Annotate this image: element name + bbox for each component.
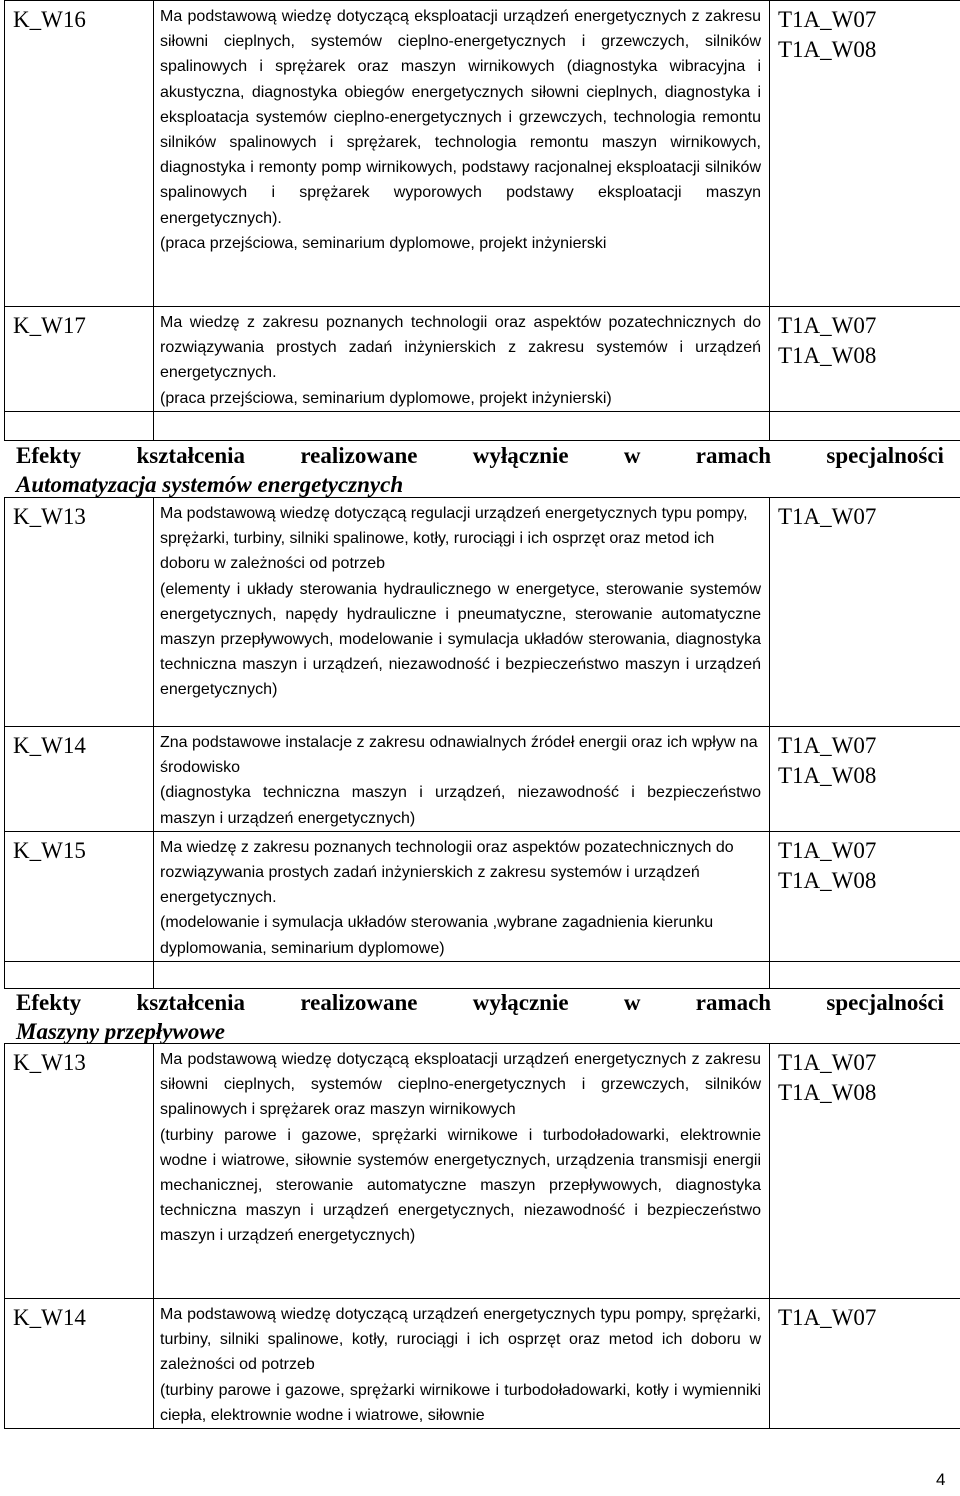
outcome-text: Ma podstawową wiedzę dotyczącą eksploatacji urządzeń energetycznych z zakresu siłowni cieplnych, systemów cieplno-energetycznych i grzewczych, silników spalinowych i sprężarek oraz maszyn wirnikowych (diagnostyka wibracyjna i akustyczna, diagnostyka obiegów energetycznych siłowni cieplnych, diagnostyka i eksploatacja systemów cieplno-energetycznych i grzewczych, technologia remontu silników spalinowych i sprężarek, technologia remontu maszyn wirnikowych, diagnostyka i remonty pomp wirnikowych, podstawy racjonalnej eksploatacji silników spalinowych i sprężarek wyporowych podstawy eksploatacji maszyn energetycznych). xyxy=(160,8,761,227)
outcome-courses: (turbiny parowe i gazowe, sprężarki wirnikowe i turbodoładowarki, elektrownie wodne i wiatrowe, siłownie systemów energetycznych, urządzenia transmisji energii mechanicznej, sterowanie automatyczne maszyn przepływowych, diagnostyka techniczna maszyn i urządzeń energetycznych, niezawodność i bezpieczeństwo maszyn i urządzeń energetycznych) xyxy=(160,1126,761,1245)
outcome-description xyxy=(154,1,770,307)
specialty-name: Automatyzacja systemów energetycznych xyxy=(16,472,404,497)
outcome-description xyxy=(154,307,770,412)
ref-code: T1A_W07 xyxy=(778,504,877,529)
outcome-refs xyxy=(770,307,960,412)
outcomes-table-general xyxy=(4,0,960,441)
outcome-text: Ma podstawową wiedzę dotyczącą regulacji urządzeń energetycznych typu pompy, sprężarki, turbiny, silniki spalinowe, kotły, rurociągi i ich osprzęt oraz metod ich doboru w zależności od potrzeb xyxy=(160,505,748,573)
outcome-description xyxy=(154,1044,770,1299)
table-row-empty xyxy=(5,411,960,440)
outcome-code: K_W15 xyxy=(5,831,154,961)
table-row xyxy=(5,1044,960,1299)
outcome-refs xyxy=(770,1044,960,1299)
ref-code: T1A_W07 xyxy=(778,7,877,32)
outcome-text: Ma podstawową wiedzę dotyczącą urządzeń energetycznych typu pompy, sprężarki, turbiny, silniki spalinowe, kotły, rurociągi i ich osprzęt oraz metod ich doboru w zależności od potrzeb xyxy=(160,1306,761,1374)
outcome-description xyxy=(154,727,770,832)
ref-code: T1A_W08 xyxy=(778,343,877,368)
outcome-code: K_W14 xyxy=(5,727,154,832)
outcome-refs xyxy=(770,727,960,832)
table-row xyxy=(5,1,960,307)
outcome-refs xyxy=(770,831,960,961)
outcome-code: K_W13 xyxy=(5,1044,154,1299)
outcome-description xyxy=(154,1299,770,1429)
table-row xyxy=(5,1299,960,1429)
outcome-description xyxy=(154,831,770,961)
outcome-courses: (praca przejściowa, seminarium dyplomowe, projekt inżynierski xyxy=(160,234,607,252)
ref-code: T1A_W08 xyxy=(778,37,877,62)
page-number: 4 xyxy=(936,1470,946,1489)
ref-code: T1A_W07 xyxy=(778,1050,877,1075)
table-row-empty xyxy=(5,961,960,988)
outcome-code: K_W16 xyxy=(5,1,154,307)
ref-code: T1A_W07 xyxy=(778,1305,877,1330)
outcome-courses: (diagnostyka techniczna maszyn i urządzeń, niezawodność i bezpieczeństwo maszyn i urządzeń energetycznych) xyxy=(160,784,761,827)
heading-line: Efekty kształcenia realizowane wyłącznie w ramach specjalności xyxy=(16,990,944,1015)
specialty-name: Maszyny przepływowe xyxy=(16,1019,225,1044)
outcome-code: K_W17 xyxy=(5,307,154,412)
ref-code: T1A_W08 xyxy=(778,867,877,893)
outcome-courses: (turbiny parowe i gazowe, sprężarki wirnikowe i turbodoładowarki, kotły i wymienniki ciepła, elektrownie wodne i wiatrowe, siłownie xyxy=(160,1381,761,1424)
outcome-refs xyxy=(770,1299,960,1429)
outcomes-table-turbomachinery xyxy=(4,1043,960,1429)
outcomes-table-automation xyxy=(4,497,960,989)
ref-code: T1A_W08 xyxy=(778,763,877,788)
outcome-text: Ma wiedzę z zakresu poznanych technologii oraz aspektów pozatechnicznych do rozwiązywania prostych zadań inżynierskich z zakresu systemów i urządzeń energetycznych. xyxy=(160,314,761,382)
outcome-courses: (praca przejściowa, seminarium dyplomowe, projekt inżynierski) xyxy=(160,389,612,407)
outcome-description xyxy=(154,498,770,727)
outcome-courses: (modelowanie i symulacja układów sterowania ,wybrane zagadnienia kierunku dyplomowania, seminarium dyplomowe) xyxy=(160,914,714,957)
ref-code: T1A_W08 xyxy=(778,1080,877,1105)
table-row xyxy=(5,498,960,727)
table-row xyxy=(5,307,960,412)
outcome-text: Ma podstawową wiedzę dotyczącą eksploatacji urządzeń energetycznych z zakresu siłowni cieplnych, systemów cieplno-energetycznych i grzewczych, silników spalinowych i sprężarek oraz maszyn wirnikowych xyxy=(160,1051,761,1119)
table-row xyxy=(5,831,960,961)
section-heading-automation xyxy=(16,441,944,499)
outcome-text: Ma wiedzę z zakresu poznanych technologii oraz aspektów pozatechnicznych do rozwiązywania prostych zadań inżynierskich z zakresu systemów i urządzeń energetycznych. xyxy=(160,838,734,907)
table-row xyxy=(5,727,960,832)
outcome-code: K_W13 xyxy=(5,498,154,727)
outcome-courses: (elementy i układy sterowania hydraulicznego w energetyce, sterowanie systemów energetycznych, napędy hydrauliczne i pneumatyczne, sterowanie automatyczne maszyn przepływowych, modelowanie i symulacja układów sterowania, diagnostyka techniczna maszyn i urządzeń, niezawodność i bezpieczeństwo maszyn i urządzeń energetycznych) xyxy=(160,580,761,699)
outcome-refs xyxy=(770,498,960,727)
outcome-refs xyxy=(770,1,960,307)
ref-code: T1A_W07 xyxy=(778,837,877,863)
ref-code: T1A_W07 xyxy=(778,733,877,758)
section-heading-turbomachinery xyxy=(16,988,944,1046)
heading-line: Efekty kształcenia realizowane wyłącznie w ramach specjalności xyxy=(16,443,944,468)
outcome-text: Zna podstawowe instalacje z zakresu odnawialnych źródeł energii oraz ich wpływ na środowisko xyxy=(160,734,758,777)
outcome-code: K_W14 xyxy=(5,1299,154,1429)
ref-code: T1A_W07 xyxy=(778,313,877,338)
